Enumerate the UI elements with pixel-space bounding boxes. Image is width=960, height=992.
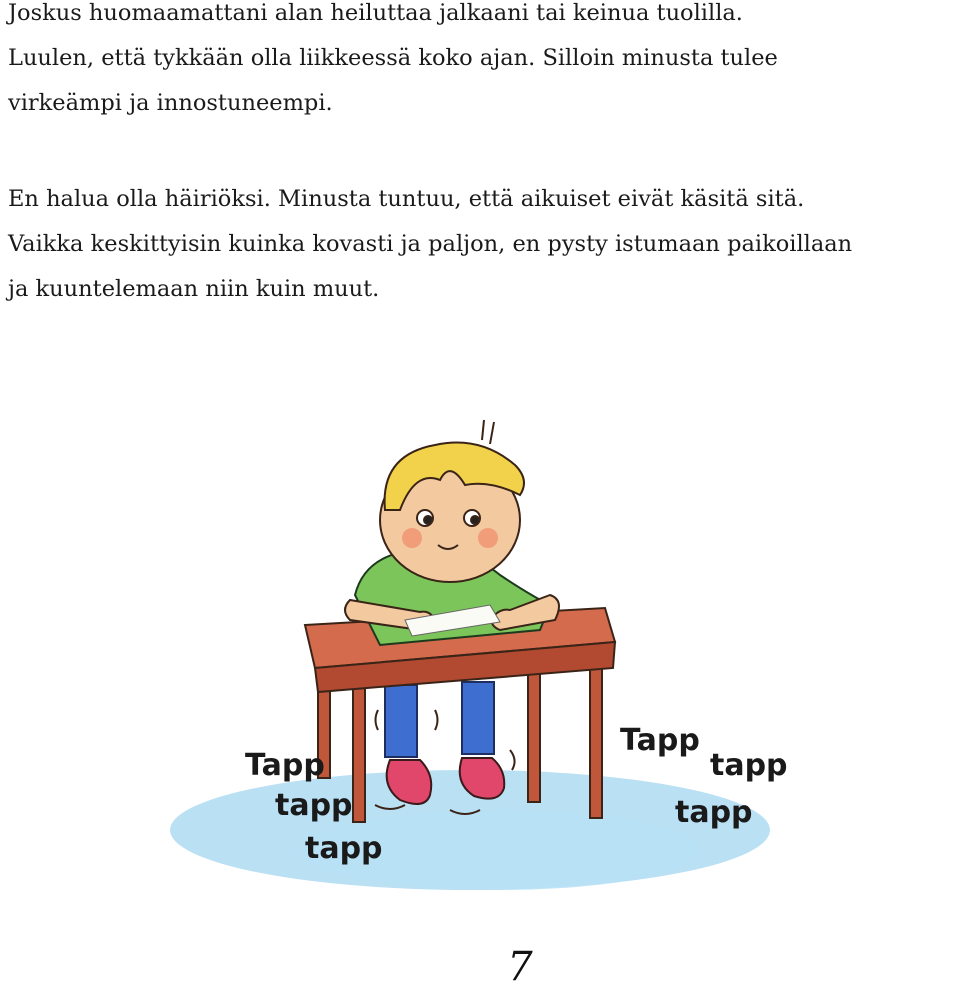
paragraph-2-line-3: ja kuuntelemaan niin kuin muut.: [8, 276, 380, 302]
paragraph-2-line-1: En halua olla häiriöksi. Minusta tuntuu, että aikuiset eivät käsitä sitä.: [8, 186, 805, 212]
sound-left-2: tapp: [275, 788, 353, 823]
paragraph-1: [8, 0, 960, 126]
page-number: 7: [507, 944, 533, 990]
jeans: [385, 682, 494, 757]
paragraph-1-line-2: Luulen, että tykkään olla liikkeessä koko ajan. Silloin minusta tulee: [8, 45, 778, 71]
paragraph-1-line-3: virkeämpi ja innostuneempi.: [8, 90, 333, 116]
sound-right-3: tapp: [675, 795, 753, 830]
paragraph-1-line-1: Joskus huomaamattani alan heiluttaa jalkaani tai keinua tuolilla.: [8, 0, 743, 26]
sound-left-1: Tapp: [245, 748, 325, 783]
boy-at-desk-illustration: [150, 410, 870, 910]
sound-left-3: tapp: [305, 831, 383, 866]
paragraph-2-line-2: Vaikka keskittyisin kuinka kovasti ja paljon, en pysty istumaan paikoillaan: [8, 231, 853, 257]
paragraph-2: [8, 177, 960, 312]
sound-right-1: Tapp: [620, 723, 700, 758]
sound-right-2: tapp: [710, 748, 788, 783]
head: [380, 420, 524, 582]
